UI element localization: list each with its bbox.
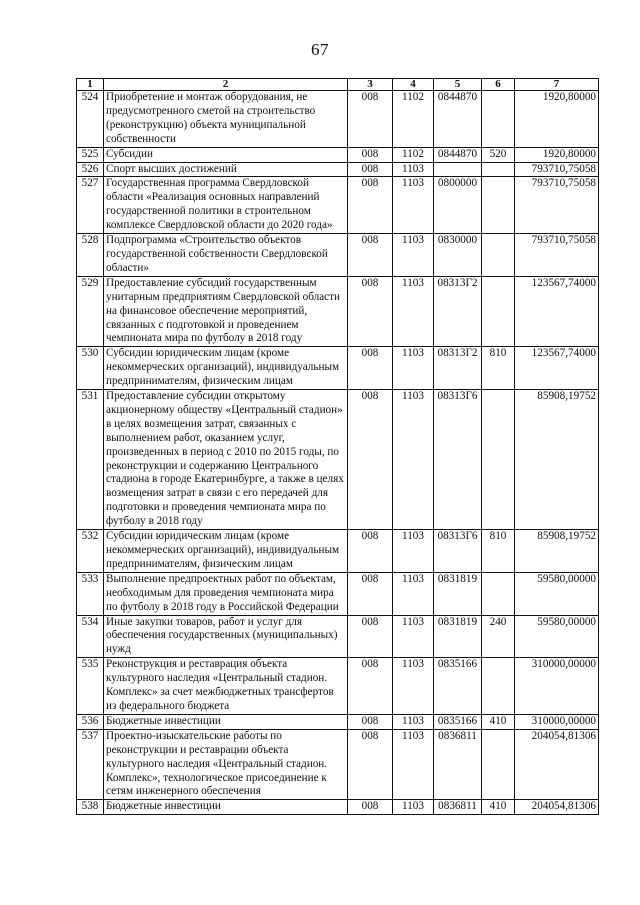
expense-type-cell: 410 bbox=[482, 800, 515, 815]
item-name-cell: Реконструкция и реставрация объекта культурного наследия «Центральный стадион. Комплекс» за счет межбюджетных трансфертов из федерального бюджета bbox=[104, 658, 348, 715]
amount-cell: 310000,00000 bbox=[515, 714, 599, 729]
page-number: 67 bbox=[311, 40, 329, 59]
section-code-cell: 1103 bbox=[393, 714, 434, 729]
row-number-cell: 530 bbox=[77, 347, 104, 390]
expense-type-cell bbox=[482, 234, 515, 277]
target-article-cell: 08313Г2 bbox=[434, 276, 482, 347]
header-col-5: 5 bbox=[434, 79, 482, 91]
table-row bbox=[77, 572, 599, 615]
expense-type-cell: 520 bbox=[482, 147, 515, 162]
department-code-cell: 008 bbox=[348, 729, 393, 800]
table-row bbox=[77, 234, 599, 277]
table-row bbox=[77, 729, 599, 800]
table-row bbox=[77, 177, 599, 234]
amount-cell: 1920,80000 bbox=[515, 147, 599, 162]
row-number-cell: 536 bbox=[77, 714, 104, 729]
amount-cell: 85908,19752 bbox=[515, 530, 599, 573]
section-code-cell: 1103 bbox=[393, 234, 434, 277]
department-code-cell: 008 bbox=[348, 615, 393, 658]
section-code-cell: 1103 bbox=[393, 658, 434, 715]
section-code-cell: 1103 bbox=[393, 615, 434, 658]
section-code-cell: 1103 bbox=[393, 800, 434, 815]
header-row bbox=[77, 79, 599, 91]
section-code-cell: 1103 bbox=[393, 530, 434, 573]
expense-type-cell bbox=[482, 658, 515, 715]
header-col-4: 4 bbox=[393, 79, 434, 91]
target-article-cell: 0836811 bbox=[434, 729, 482, 800]
target-article-cell: 0835166 bbox=[434, 714, 482, 729]
amount-cell: 1920,80000 bbox=[515, 91, 599, 148]
target-article-cell: 0844870 bbox=[434, 147, 482, 162]
target-article-cell: 0830000 bbox=[434, 234, 482, 277]
amount-cell: 204054,81306 bbox=[515, 800, 599, 815]
row-number-cell: 531 bbox=[77, 390, 104, 530]
header-col-2: 2 bbox=[104, 79, 348, 91]
row-number-cell: 529 bbox=[77, 276, 104, 347]
table-row bbox=[77, 162, 599, 177]
target-article-cell: 0831819 bbox=[434, 615, 482, 658]
target-article-cell: 08313Г6 bbox=[434, 390, 482, 530]
table-row bbox=[77, 91, 599, 148]
department-code-cell: 008 bbox=[348, 530, 393, 573]
item-name-cell: Спорт высших достижений bbox=[104, 162, 348, 177]
item-name-cell: Предоставление субсидии открытому акционерному обществу «Центральный стадион» в целях возмещения затрат, связанных с выполнением работ, оказанием услуг, произведенных в период с 2010 по 2015 годы, по реконструкции и содержанию Центрального стадиона в городе Екатеринбурге, а также в целях возмещения затрат в связи с его передачей для подготовки и проведения чемпионата мира по футболу в 2018 году bbox=[104, 390, 348, 530]
target-article-cell bbox=[434, 162, 482, 177]
amount-cell: 793710,75058 bbox=[515, 177, 599, 234]
table-row bbox=[77, 276, 599, 347]
row-number-cell: 532 bbox=[77, 530, 104, 573]
row-number-cell: 526 bbox=[77, 162, 104, 177]
row-number-cell: 524 bbox=[77, 91, 104, 148]
expense-type-cell bbox=[482, 572, 515, 615]
table-row bbox=[77, 147, 599, 162]
table-row bbox=[77, 714, 599, 729]
expense-type-cell: 410 bbox=[482, 714, 515, 729]
amount-cell: 85908,19752 bbox=[515, 390, 599, 530]
section-code-cell: 1102 bbox=[393, 147, 434, 162]
expense-type-cell bbox=[482, 729, 515, 800]
section-code-cell: 1103 bbox=[393, 390, 434, 530]
table-row bbox=[77, 800, 599, 815]
department-code-cell: 008 bbox=[348, 91, 393, 148]
item-name-cell: Государственная программа Свердловской области «Реализация основных направлений государственной политики в строительном комплексе Свердловской области до 2020 года» bbox=[104, 177, 348, 234]
target-article-cell: 0831819 bbox=[434, 572, 482, 615]
item-name-cell: Субсидии bbox=[104, 147, 348, 162]
header-col-3: 3 bbox=[348, 79, 393, 91]
item-name-cell: Подпрограмма «Строительство объектов государственной собственности Свердловской области» bbox=[104, 234, 348, 277]
item-name-cell: Проектно-изыскательские работы по реконструкции и реставрации объекта культурного наследия «Центральный стадион. Комплекс», технологическое присоединение к сетям инженерного обеспечения bbox=[104, 729, 348, 800]
row-number-cell: 528 bbox=[77, 234, 104, 277]
target-article-cell: 0800000 bbox=[434, 177, 482, 234]
department-code-cell: 008 bbox=[348, 177, 393, 234]
item-name-cell: Субсидии юридическим лицам (кроме некоммерческих организаций), индивидуальным предпринимателям, физическим лицам bbox=[104, 530, 348, 573]
header-col-1: 1 bbox=[77, 79, 104, 91]
section-code-cell: 1103 bbox=[393, 729, 434, 800]
row-number-cell: 538 bbox=[77, 800, 104, 815]
row-number-cell: 525 bbox=[77, 147, 104, 162]
department-code-cell: 008 bbox=[348, 347, 393, 390]
amount-cell: 310000,00000 bbox=[515, 658, 599, 715]
department-code-cell: 008 bbox=[348, 800, 393, 815]
row-number-cell: 535 bbox=[77, 658, 104, 715]
table-row bbox=[77, 530, 599, 573]
amount-cell: 793710,75058 bbox=[515, 162, 599, 177]
department-code-cell: 008 bbox=[348, 572, 393, 615]
budget-table bbox=[76, 78, 599, 815]
target-article-cell: 0836811 bbox=[434, 800, 482, 815]
expense-type-cell bbox=[482, 91, 515, 148]
item-name-cell: Бюджетные инвестиции bbox=[104, 714, 348, 729]
table-row bbox=[77, 390, 599, 530]
section-code-cell: 1103 bbox=[393, 572, 434, 615]
department-code-cell: 008 bbox=[348, 276, 393, 347]
target-article-cell: 08313Г2 bbox=[434, 347, 482, 390]
target-article-cell: 08313Г6 bbox=[434, 530, 482, 573]
amount-cell: 793710,75058 bbox=[515, 234, 599, 277]
expense-type-cell bbox=[482, 276, 515, 347]
expense-type-cell: 240 bbox=[482, 615, 515, 658]
table-row bbox=[77, 615, 599, 658]
item-name-cell: Приобретение и монтаж оборудования, не предусмотренного сметой на строительство (реконструкцию) объекта муниципальной собственности bbox=[104, 91, 348, 148]
expense-type-cell: 810 bbox=[482, 530, 515, 573]
expense-type-cell bbox=[482, 177, 515, 234]
department-code-cell: 008 bbox=[348, 147, 393, 162]
department-code-cell: 008 bbox=[348, 390, 393, 530]
department-code-cell: 008 bbox=[348, 234, 393, 277]
expense-type-cell bbox=[482, 390, 515, 530]
section-code-cell: 1102 bbox=[393, 91, 434, 148]
item-name-cell: Субсидии юридическим лицам (кроме некоммерческих организаций), индивидуальным предпринимателям, физическим лицам bbox=[104, 347, 348, 390]
department-code-cell: 008 bbox=[348, 162, 393, 177]
expense-type-cell: 810 bbox=[482, 347, 515, 390]
item-name-cell: Бюджетные инвестиции bbox=[104, 800, 348, 815]
header-col-6: 6 bbox=[482, 79, 515, 91]
section-code-cell: 1103 bbox=[393, 177, 434, 234]
row-number-cell: 533 bbox=[77, 572, 104, 615]
amount-cell: 204054,81306 bbox=[515, 729, 599, 800]
expense-type-cell bbox=[482, 162, 515, 177]
row-number-cell: 537 bbox=[77, 729, 104, 800]
target-article-cell: 0835166 bbox=[434, 658, 482, 715]
amount-cell: 59580,00000 bbox=[515, 615, 599, 658]
item-name-cell: Выполнение предпроектных работ по объектам, необходимым для проведения чемпионата мира по футболу в 2018 году в Российской Федерации bbox=[104, 572, 348, 615]
header-col-7: 7 bbox=[515, 79, 599, 91]
section-code-cell: 1103 bbox=[393, 162, 434, 177]
department-code-cell: 008 bbox=[348, 658, 393, 715]
item-name-cell: Иные закупки товаров, работ и услуг для обеспечения государственных (муниципальных) нужд bbox=[104, 615, 348, 658]
section-code-cell: 1103 bbox=[393, 276, 434, 347]
row-number-cell: 527 bbox=[77, 177, 104, 234]
amount-cell: 59580,00000 bbox=[515, 572, 599, 615]
table-row bbox=[77, 347, 599, 390]
item-name-cell: Предоставление субсидий государственным унитарным предприятиям Свердловской области на финансовое обеспечение мероприятий, связанных с подготовкой и проведением чемпионата мира по футболу в 2018 году bbox=[104, 276, 348, 347]
section-code-cell: 1103 bbox=[393, 347, 434, 390]
table-row bbox=[77, 658, 599, 715]
row-number-cell: 534 bbox=[77, 615, 104, 658]
target-article-cell: 0844870 bbox=[434, 91, 482, 148]
department-code-cell: 008 bbox=[348, 714, 393, 729]
amount-cell: 123567,74000 bbox=[515, 276, 599, 347]
amount-cell: 123567,74000 bbox=[515, 347, 599, 390]
